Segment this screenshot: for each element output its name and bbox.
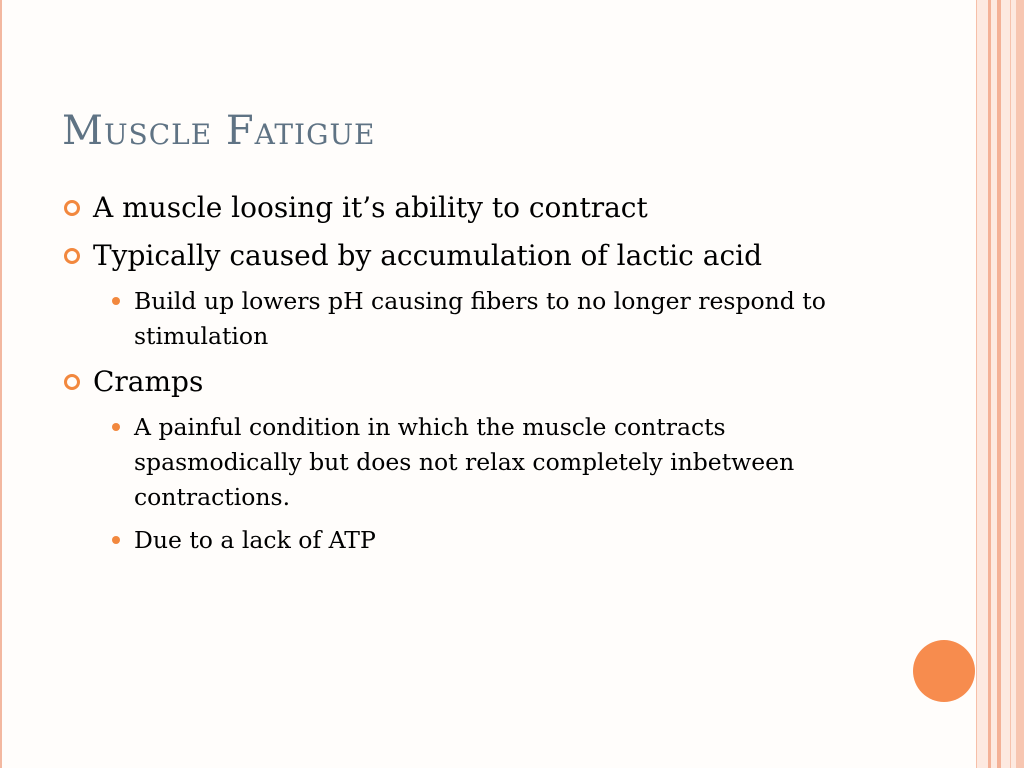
ring-bullet-icon	[64, 200, 80, 216]
right-decorative-stripes	[976, 0, 1024, 768]
dot-bullet-icon	[112, 297, 120, 305]
stripe	[1016, 0, 1024, 768]
stripe	[988, 0, 991, 768]
stripe	[1010, 0, 1011, 768]
dot-bullet-icon	[112, 423, 120, 431]
sub-bullet-item	[134, 410, 862, 515]
ring-bullet-icon	[64, 248, 80, 264]
sub-bullet-text: Due to a lack of ATP	[134, 526, 376, 554]
ring-bullet-icon	[64, 374, 80, 390]
bullet-text: Cramps	[93, 365, 204, 398]
bullet-item	[62, 236, 862, 276]
sub-bullet-item	[134, 284, 862, 354]
bullet-text: Typically caused by accumulation of lactic acid	[93, 239, 763, 272]
sub-bullet-item	[134, 523, 862, 558]
slide-title: Muscle Fatigue	[62, 108, 376, 154]
bullet-list	[62, 188, 862, 566]
sub-bullet-text: A painful condition in which the muscle contracts spasmodically but does not relax completely inbetween contractions.	[134, 413, 795, 511]
bullet-text: A muscle loosing it’s ability to contract	[93, 191, 648, 224]
bullet-item	[62, 188, 862, 228]
left-border	[0, 0, 2, 768]
sub-bullet-text: Build up lowers pH causing fibers to no longer respond to stimulation	[134, 287, 826, 350]
stripe	[976, 0, 977, 768]
bullet-item	[62, 362, 862, 402]
dot-bullet-icon	[112, 536, 120, 544]
decorative-circle	[913, 640, 975, 702]
stripe	[997, 0, 1001, 768]
